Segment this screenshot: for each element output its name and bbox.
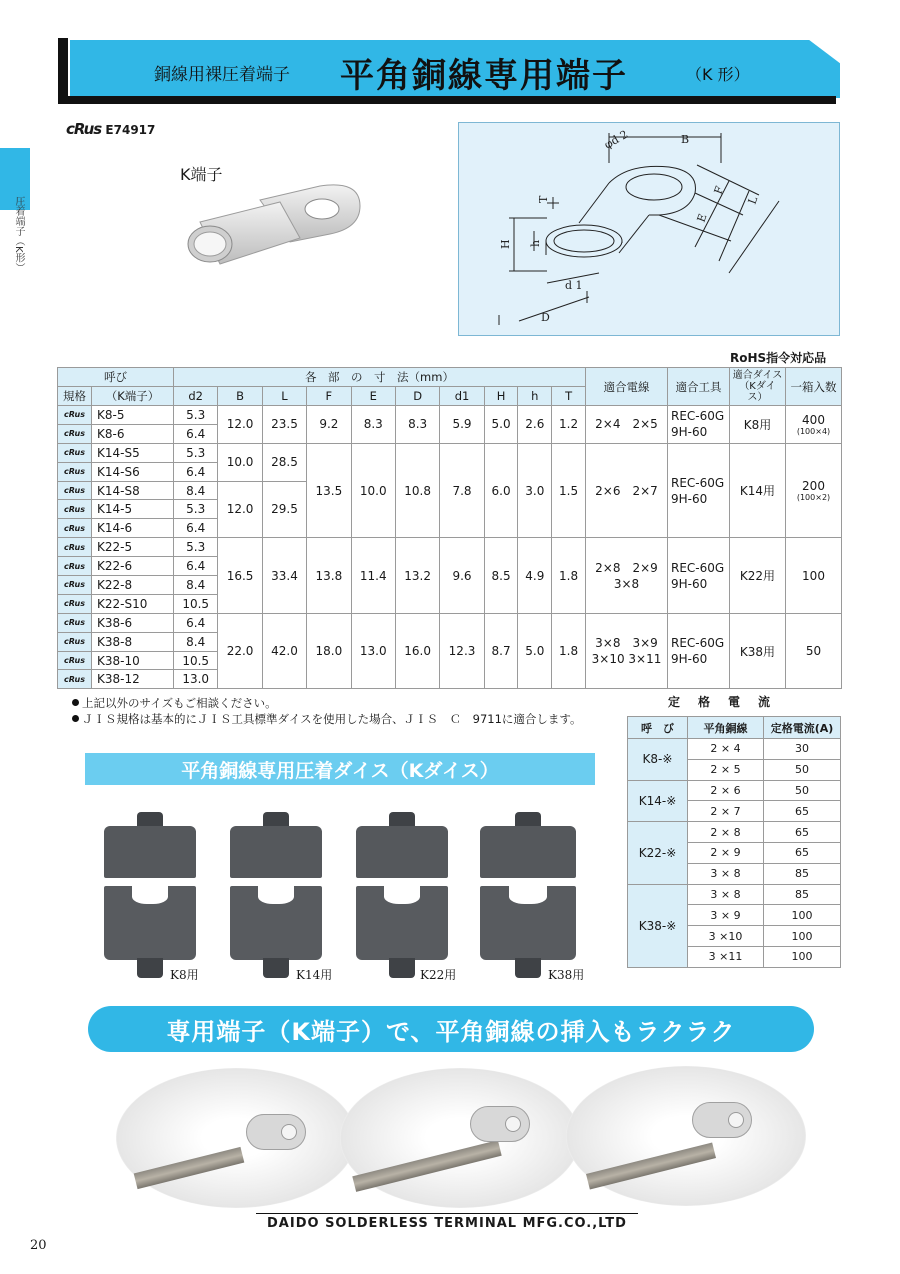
die-upper xyxy=(230,826,322,878)
rc-amp-cell: 100 xyxy=(764,946,841,967)
die-cavity xyxy=(384,886,421,904)
rc-amp-cell: 85 xyxy=(764,863,841,884)
wire-cell: 2×4 2×5 xyxy=(586,406,668,444)
cert-mark xyxy=(66,120,155,138)
rc-header-call: 呼 び xyxy=(628,717,688,739)
col-l-header: L xyxy=(262,387,306,406)
d2-cell: 6.4 xyxy=(174,613,218,632)
diagram-label-t: T xyxy=(537,195,550,203)
tool-cell: REC-60G 9H-60 xyxy=(668,406,730,444)
die-upper xyxy=(480,826,576,878)
l-cell: 42.0 xyxy=(262,613,306,689)
d2-cell: 10.5 xyxy=(174,651,218,670)
rc-wire-cell: 2 × 5 xyxy=(688,759,764,780)
table-row xyxy=(628,739,841,760)
rc-call-cell: K38-※ xyxy=(628,884,688,967)
ul-logo-icon: cRus xyxy=(58,462,92,481)
rc-wire-cell: 2 × 8 xyxy=(688,822,764,843)
flat-wire xyxy=(586,1143,716,1190)
die-label: K8用 xyxy=(170,968,199,982)
cert-file-no: E74917 xyxy=(105,123,156,137)
call-cell: K14-6 xyxy=(92,519,174,538)
d2-cell: 10.5 xyxy=(174,594,218,613)
rc-amp-cell: 100 xyxy=(764,926,841,947)
box-qty: 200 xyxy=(802,479,825,493)
rc-wire-cell: 3 ×11 xyxy=(688,946,764,967)
h-cell: 8.7 xyxy=(484,613,518,689)
page-number: 20 xyxy=(30,1238,47,1253)
table-row xyxy=(58,406,842,425)
die-k22-image xyxy=(356,826,448,976)
hsmall-cell: 2.6 xyxy=(518,406,552,444)
tool-cell: REC-60G 9H-60 xyxy=(668,538,730,614)
die-shank xyxy=(389,958,415,978)
dims-group-header: 各 部 の 寸 法（mm） xyxy=(174,368,586,387)
col-b-header: B xyxy=(218,387,262,406)
f-cell: 13.5 xyxy=(307,443,351,537)
tool-cell: REC-60G 9H-60 xyxy=(668,613,730,689)
rohs-note: RoHS指令対応品 xyxy=(730,351,827,365)
ul-logo-icon: cRus xyxy=(58,424,92,443)
slogan-text: 専用端子（K端子）で、平角銅線の挿入もラクラク xyxy=(166,1018,736,1046)
b-cell: 10.0 xyxy=(218,443,262,481)
col-d1-header: d1 xyxy=(440,387,484,406)
box-qty-sub: (100×2) xyxy=(796,493,831,502)
b-cell: 22.0 xyxy=(218,613,262,689)
call-sub-header: （K端子） xyxy=(92,387,174,406)
terminal-hole xyxy=(281,1124,297,1140)
t-cell: 1.8 xyxy=(552,538,586,614)
rc-wire-cell: 3 × 8 xyxy=(688,863,764,884)
rc-wire-cell: 2 × 6 xyxy=(688,780,764,801)
rc-wire-cell: 2 × 9 xyxy=(688,842,764,863)
die-cavity xyxy=(132,886,169,904)
call-cell: K8-6 xyxy=(92,424,174,443)
ul-logo-icon: cRus xyxy=(58,613,92,632)
diagram-label-b: B xyxy=(681,133,690,146)
call-cell: K38-6 xyxy=(92,613,174,632)
note-text: ＪＩＳ規格は基本的にＪＩＳ工具標準ダイスを使用した場合、ＪＩＳ Ｃ 9711に適合します。 xyxy=(82,712,582,726)
ul-logo-icon: cRus xyxy=(58,538,92,557)
d2-cell: 5.3 xyxy=(174,500,218,519)
tool-cell: REC-60G 9H-60 xyxy=(668,443,730,537)
d-cell: 10.8 xyxy=(395,443,439,537)
e-cell: 13.0 xyxy=(351,613,395,689)
d1-cell: 9.6 xyxy=(440,538,484,614)
insertion-photo-2 xyxy=(340,1068,580,1208)
h-cell: 8.5 xyxy=(484,538,518,614)
col-t-header: T xyxy=(552,387,586,406)
d2-cell: 6.4 xyxy=(174,462,218,481)
h-cell: 6.0 xyxy=(484,443,518,537)
std-header: 規格 xyxy=(58,387,92,406)
flat-wire xyxy=(352,1140,501,1192)
col-d-header: D xyxy=(395,387,439,406)
spec-table xyxy=(57,367,842,689)
call-cell: K14-S6 xyxy=(92,462,174,481)
call-cell: K22-6 xyxy=(92,557,174,576)
call-cell: K38-10 xyxy=(92,651,174,670)
banner-shadow xyxy=(66,96,836,104)
header-subtitle: 銅線用裸圧着端子 xyxy=(154,65,290,85)
rc-wire-cell: 2 × 4 xyxy=(688,739,764,760)
t-cell: 1.8 xyxy=(552,613,586,689)
d2-cell: 8.4 xyxy=(174,632,218,651)
box-cell xyxy=(786,443,842,537)
die-label: K14用 xyxy=(296,968,333,982)
die-header xyxy=(730,368,786,406)
die-upper xyxy=(356,826,448,878)
ul-logo-icon: cRus xyxy=(58,670,92,689)
rc-call-cell: K8-※ xyxy=(628,739,688,781)
bullet-icon xyxy=(72,715,79,722)
page-title: 平角銅線専用端子 xyxy=(340,56,628,96)
hsmall-cell: 5.0 xyxy=(518,613,552,689)
rc-wire-cell: 2 × 7 xyxy=(688,801,764,822)
die-cell: K8用 xyxy=(730,406,786,444)
e-cell: 8.3 xyxy=(351,406,395,444)
note-text: 上記以外のサイズもご相談ください。 xyxy=(82,696,277,710)
b-cell: 12.0 xyxy=(218,406,262,444)
wire-header: 適合電線 xyxy=(586,368,668,406)
insertion-photo-3 xyxy=(566,1066,806,1206)
k-terminal-image xyxy=(180,182,370,282)
rated-current-title: 定格電流 xyxy=(668,695,789,709)
table-row xyxy=(58,538,842,557)
box-qty: 400 xyxy=(802,412,825,427)
rc-header-wire: 平角銅線 xyxy=(688,717,764,739)
terminal-lug xyxy=(246,1114,306,1150)
die-cavity xyxy=(258,886,295,904)
rc-amp-cell: 100 xyxy=(764,905,841,926)
rc-amp-cell: 65 xyxy=(764,801,841,822)
ul-logo-icon: cRus xyxy=(66,120,102,138)
ul-logo-icon: cRus xyxy=(58,557,92,576)
d2-cell: 6.4 xyxy=(174,557,218,576)
die-shank xyxy=(137,958,163,978)
col-f-header: F xyxy=(307,387,351,406)
call-cell: K14-5 xyxy=(92,500,174,519)
f-cell: 13.8 xyxy=(307,538,351,614)
call-header-label: 呼び xyxy=(104,370,127,384)
die-k14-image xyxy=(230,826,322,976)
t-cell: 1.5 xyxy=(552,443,586,537)
dimension-diagram xyxy=(458,122,840,336)
rc-header-amp: 定格電流(A) xyxy=(764,717,841,739)
rc-wire-cell: 3 × 9 xyxy=(688,905,764,926)
die-label: K38用 xyxy=(548,968,585,982)
terminal-lug xyxy=(470,1106,530,1142)
box-cell: 50 xyxy=(786,613,842,689)
die-shank xyxy=(515,958,542,978)
d1-cell: 12.3 xyxy=(440,613,484,689)
diagram-label-d: D xyxy=(541,311,550,324)
die-upper xyxy=(104,826,196,878)
die-cell: K22用 xyxy=(730,538,786,614)
diagram-label-f: F xyxy=(711,184,727,197)
call-cell: K22-8 xyxy=(92,576,174,595)
d2-cell: 5.3 xyxy=(174,538,218,557)
col-d2-header: d2 xyxy=(174,387,218,406)
d2-cell: 13.0 xyxy=(174,670,218,689)
terminal-hole xyxy=(505,1116,521,1132)
call-cell: K22-5 xyxy=(92,538,174,557)
d2-cell: 5.3 xyxy=(174,443,218,462)
d2-cell: 8.4 xyxy=(174,576,218,595)
t-cell: 1.2 xyxy=(552,406,586,444)
dimension-drawing xyxy=(459,123,841,337)
l-cell: 29.5 xyxy=(262,481,306,538)
ul-logo-icon: cRus xyxy=(58,594,92,613)
call-cell: K14-S5 xyxy=(92,443,174,462)
insertion-photo-1 xyxy=(116,1068,356,1208)
die-k38-image xyxy=(480,826,576,976)
rc-wire-cell: 3 × 8 xyxy=(688,884,764,905)
ul-logo-icon: cRus xyxy=(58,651,92,670)
header-type-tag: （K 形） xyxy=(686,65,750,84)
ul-logo-icon: cRus xyxy=(58,481,92,500)
ul-logo-icon: cRus xyxy=(58,500,92,519)
b-cell: 12.0 xyxy=(218,481,262,538)
d-cell: 13.2 xyxy=(395,538,439,614)
table-row xyxy=(628,884,841,905)
die-header-label: 適合ダイス （Kダイス） xyxy=(732,370,783,403)
wire-cell: 3×8 3×9 3×10 3×11 xyxy=(586,613,668,689)
tool-header: 適合工具 xyxy=(668,368,730,406)
header-banner xyxy=(58,38,840,104)
banner-accent xyxy=(58,38,68,104)
rated-current-table xyxy=(627,716,841,968)
flat-wire xyxy=(134,1147,245,1189)
hsmall-cell: 4.9 xyxy=(518,538,552,614)
diagram-label-d1: d 1 xyxy=(565,279,583,292)
diagram-label-e: E xyxy=(694,212,710,225)
call-cell: K38-8 xyxy=(92,632,174,651)
footer-rule xyxy=(256,1213,638,1214)
col-e-header: E xyxy=(351,387,395,406)
d2-cell: 6.4 xyxy=(174,519,218,538)
note-item xyxy=(72,695,277,711)
rc-call-cell: K22-※ xyxy=(628,822,688,884)
rc-amp-cell: 50 xyxy=(764,780,841,801)
rc-amp-cell: 30 xyxy=(764,739,841,760)
side-tab-label: 圧着端子（K形） xyxy=(13,196,24,273)
terminal-hole xyxy=(728,1112,744,1128)
h-cell: 5.0 xyxy=(484,406,518,444)
diagram-label-d2: φd 2 xyxy=(602,127,631,152)
l-cell: 28.5 xyxy=(262,443,306,481)
call-cell: K8-5 xyxy=(92,406,174,425)
die-section-title: 平角銅線専用圧着ダイス（Kダイス） xyxy=(181,760,499,782)
note-item xyxy=(72,711,582,727)
diagram-label-h-lower: h xyxy=(529,239,542,247)
d-cell: 16.0 xyxy=(395,613,439,689)
call-cell: K14-S8 xyxy=(92,481,174,500)
d-cell: 8.3 xyxy=(395,406,439,444)
wire-cell: 2×6 2×7 xyxy=(586,443,668,537)
call-cell: K22-S10 xyxy=(92,594,174,613)
table-row xyxy=(58,613,842,632)
d1-cell: 5.9 xyxy=(440,406,484,444)
diagram-label-h-upper: H xyxy=(499,239,512,249)
die-k8-image xyxy=(104,826,196,976)
die-cell: K14用 xyxy=(730,443,786,537)
table-row xyxy=(58,443,842,462)
rc-call-cell: K14-※ xyxy=(628,780,688,822)
wire-cell: 2×8 2×9 3×8 xyxy=(586,538,668,614)
rc-wire-cell: 3 ×10 xyxy=(688,926,764,947)
bullet-icon xyxy=(72,699,79,706)
e-cell: 11.4 xyxy=(351,538,395,614)
ul-logo-icon: cRus xyxy=(58,576,92,595)
die-label: K22用 xyxy=(420,968,457,982)
die-cell: K38用 xyxy=(730,613,786,689)
rc-amp-cell: 65 xyxy=(764,842,841,863)
d2-cell: 6.4 xyxy=(174,424,218,443)
rc-amp-cell: 85 xyxy=(764,884,841,905)
ul-logo-icon: cRus xyxy=(58,406,92,425)
l-cell: 33.4 xyxy=(262,538,306,614)
rc-amp-cell: 65 xyxy=(764,822,841,843)
box-qty-sub: (100×4) xyxy=(796,426,831,436)
rc-amp-cell: 50 xyxy=(764,759,841,780)
f-cell: 9.2 xyxy=(307,406,351,444)
box-cell xyxy=(786,406,842,444)
f-cell: 18.0 xyxy=(307,613,351,689)
call-cell: K38-12 xyxy=(92,670,174,689)
die-cavity xyxy=(509,886,547,904)
ul-logo-icon: cRus xyxy=(58,519,92,538)
col-h-header: H xyxy=(484,387,518,406)
call-header xyxy=(58,368,174,387)
d2-cell: 8.4 xyxy=(174,481,218,500)
table-row xyxy=(628,822,841,843)
ul-logo-icon: cRus xyxy=(58,632,92,651)
box-cell: 100 xyxy=(786,538,842,614)
b-cell: 16.5 xyxy=(218,538,262,614)
col-hsmall-header: h xyxy=(518,387,552,406)
table-row xyxy=(628,780,841,801)
die-shank xyxy=(263,958,289,978)
ul-logo-icon: cRus xyxy=(58,443,92,462)
l-cell: 23.5 xyxy=(262,406,306,444)
company-name: DAIDO SOLDERLESS TERMINAL MFG.CO.,LTD xyxy=(267,1216,627,1231)
diagram-label-l: L xyxy=(745,194,761,207)
d2-cell: 5.3 xyxy=(174,406,218,425)
box-header: 一箱入数 xyxy=(786,368,842,406)
k-terminal-label: K端子 xyxy=(180,165,223,184)
d1-cell: 7.8 xyxy=(440,443,484,537)
hsmall-cell: 3.0 xyxy=(518,443,552,537)
e-cell: 10.0 xyxy=(351,443,395,537)
